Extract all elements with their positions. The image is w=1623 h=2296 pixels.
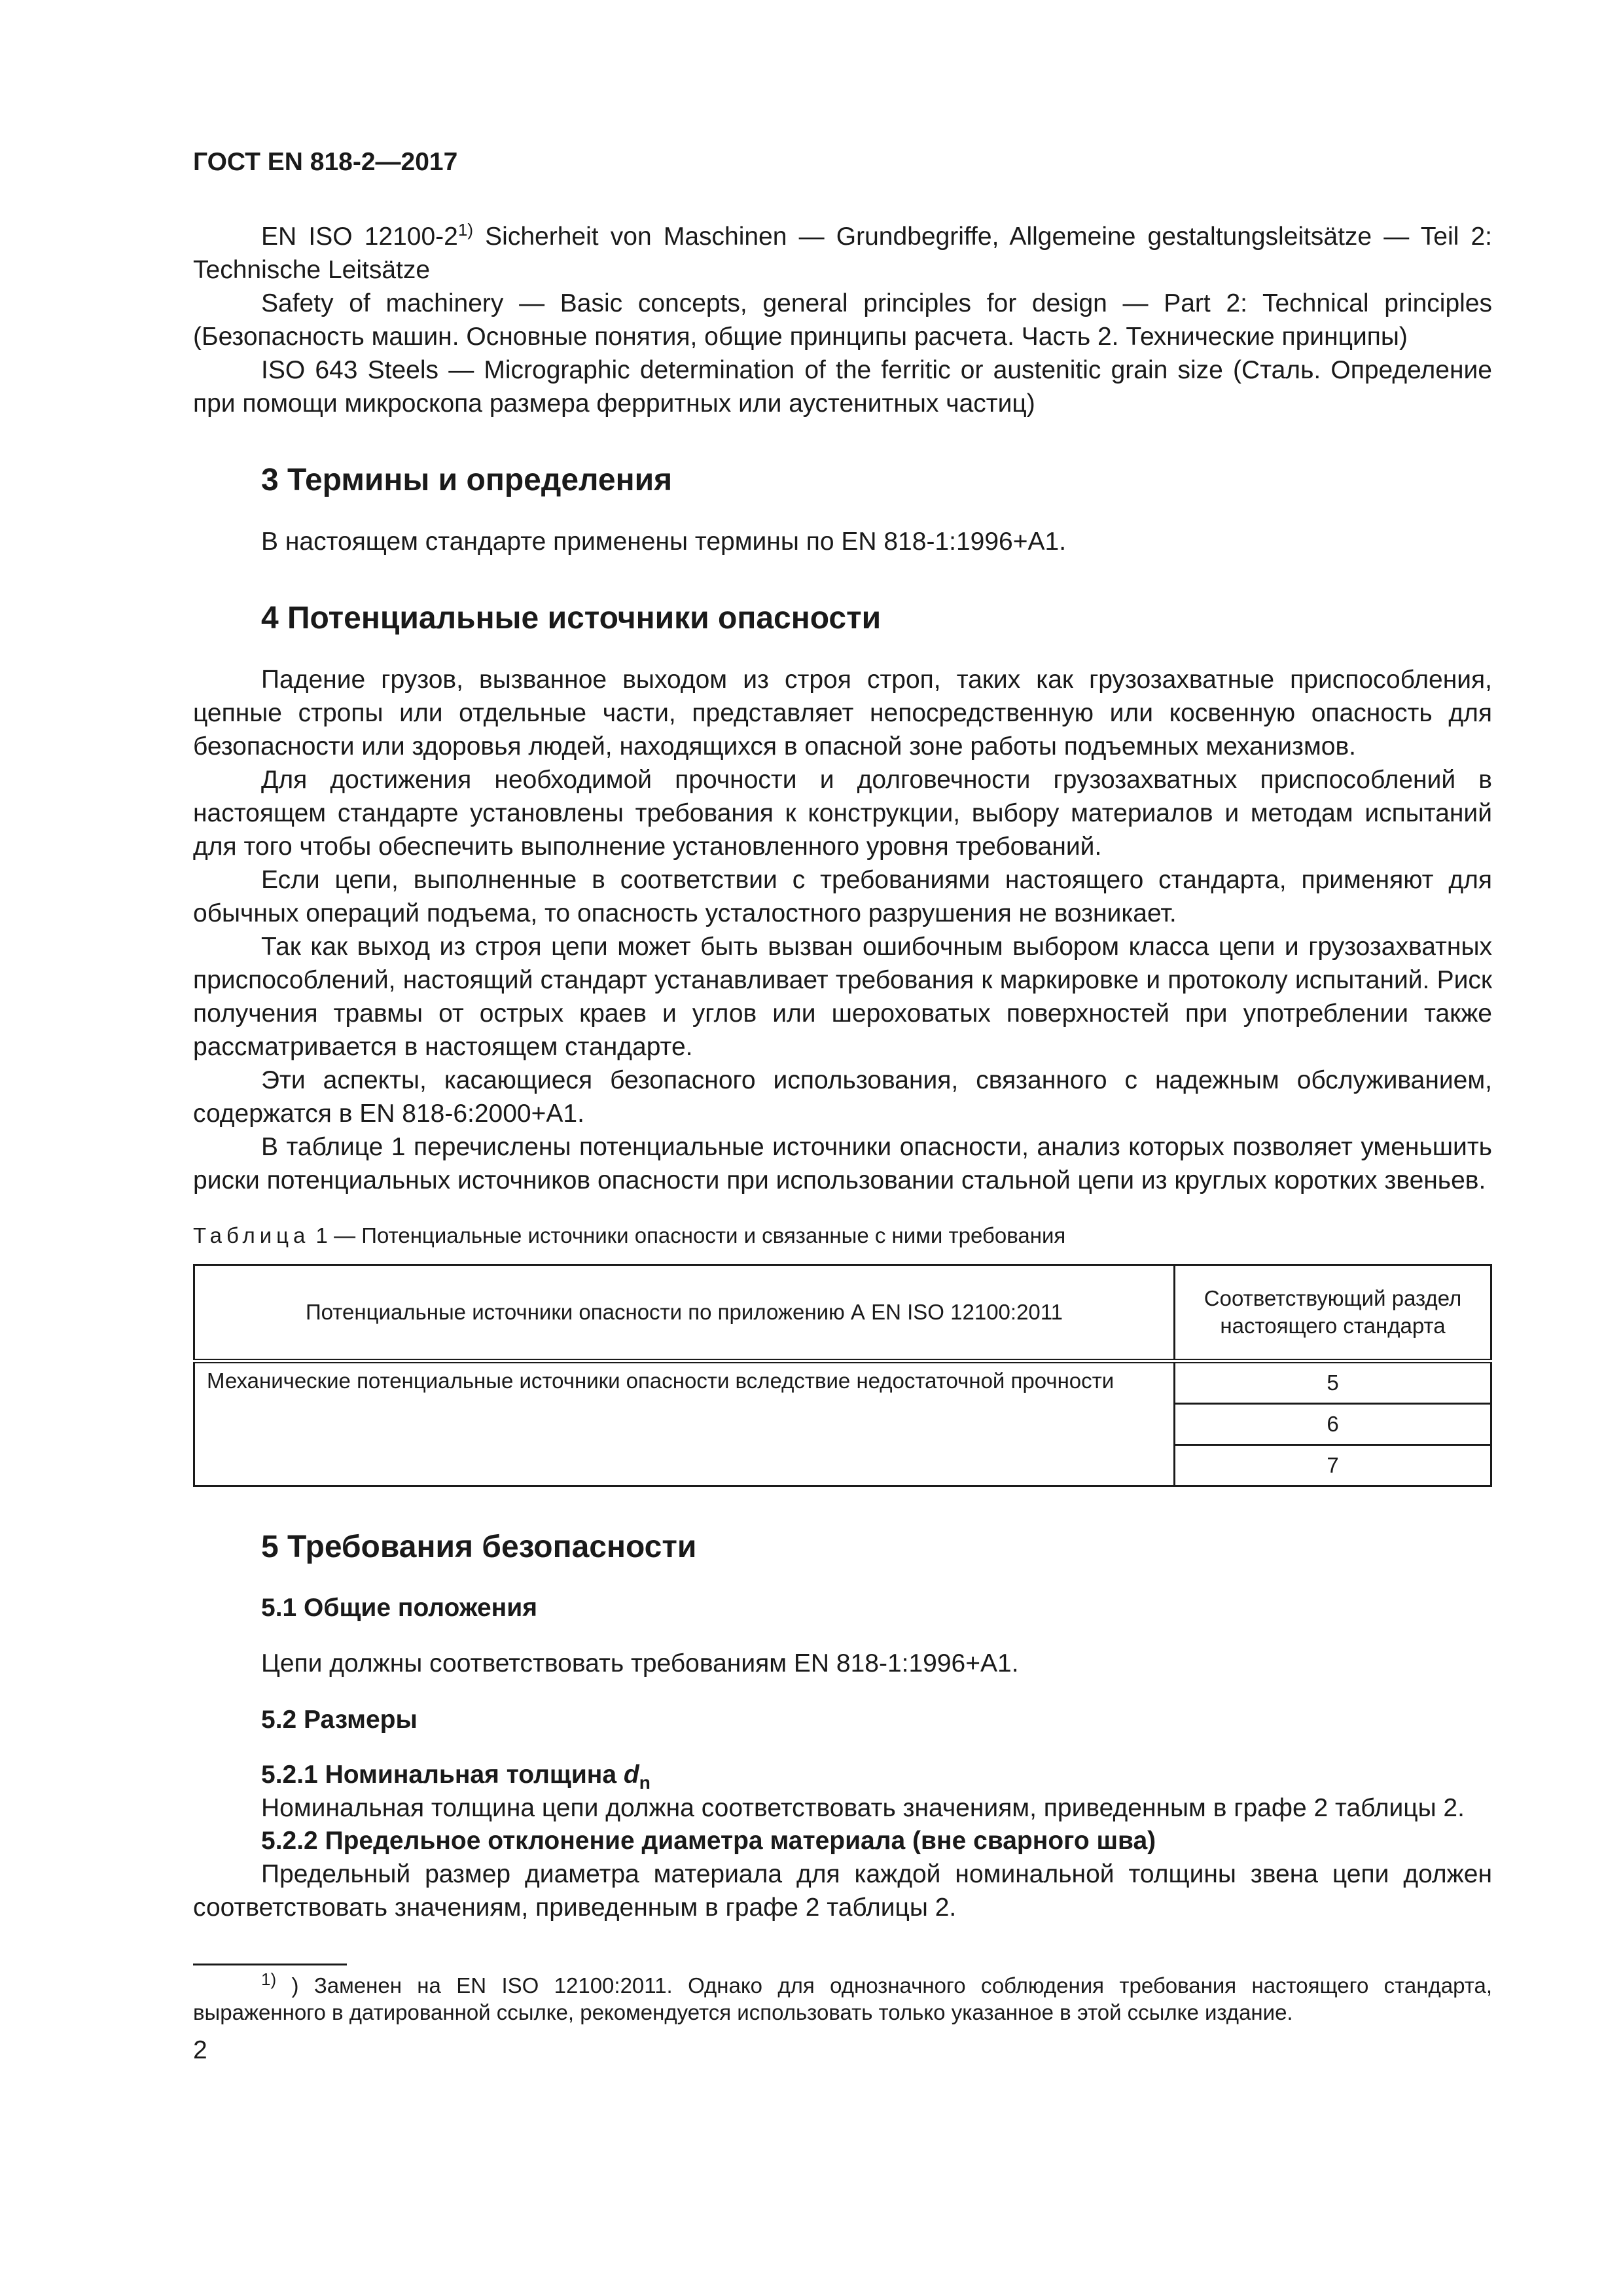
table-cell-section: 7 (1175, 1445, 1491, 1486)
table-1-caption (193, 1222, 1492, 1249)
reference-item (193, 220, 1492, 287)
section-4-paragraph: Если цепи, выполненные в соответствии с требованиями настоящего стандарта, применяют для обычных операций подъема, то опасность усталостного разрушения не возникает. (193, 866, 1492, 927)
table-cell-section: 6 (1175, 1404, 1491, 1445)
section-5-2-2-title: 5.2.2 Предельное отклонение диаметра материала (вне сварного шва) (261, 1827, 1156, 1855)
table-cell-hazard: Механические потенциальные источники опасности вследствие недостаточной прочности (194, 1361, 1175, 1486)
section-4-paragraph: Для достижения необходимой прочности и долговечности грузозахватных приспособлений в настоящем стандарте установлены требования к конструкции, выбору материалов и методам испытаний для того чтобы обеспечить выполнение установленного уровня требований. (193, 766, 1492, 861)
reference-item: Safety of machinery — Basic concepts, general principles for design — Part 2: Technical principles (Безопасность машин. Основные понятия, общие принципы расчета. Часть 2. Технические принципы) (193, 289, 1492, 351)
section-5-2-1-title (261, 1759, 1492, 1791)
document-code: ГОСТ EN 818-2—2017 (193, 148, 458, 176)
footnote-divider (193, 1964, 347, 1965)
variable-subscript: n (639, 1772, 651, 1793)
reference-item: ISO 643 Steels — Micrographic determination of the ferritic or austenitic grain size (Сталь. Определение при помощи микроскопа размера ферритных или аустенитных частиц) (193, 356, 1492, 418)
footnote-reference[interactable]: 1) (457, 220, 473, 240)
section-4-title: 4 Потенциальные источники опасности (261, 601, 882, 636)
footnote (193, 1969, 1492, 2026)
table-caption-label: Таблица (193, 1223, 310, 1247)
section-5-1-title: 5.1 Общие положения (261, 1594, 537, 1622)
section-4-paragraph: Так как выход из строя цепи может быть вызван ошибочным выбором класса цепи и грузозахватных приспособлений, настоящий стандарт устанавливает требования к маркировке и протоколу испытаний. Риск получения травмы от острых краев и углов или шероховатых поверхностей при употреблении также рассматривается в настоящем стандарте. (193, 933, 1492, 1061)
reference-code: EN ISO 12100-2 (261, 223, 458, 251)
section-4-paragraph: Эти аспекты, касающиеся безопасного использования, связанного с надежным обслуживанием, содержатся в EN 818-6:2000+A1. (193, 1066, 1492, 1128)
section-3-title: 3 Термины и определения (261, 463, 673, 497)
table-caption-text: 1 — Потенциальные источники опасности и связанные с ними требования (310, 1223, 1066, 1247)
section-5-2-2-text: Предельный размер диаметра материала для каждой номинальной толщины звена цепи должен соответствовать значениям, приведенным в графе 2 таблицы 2. (193, 1860, 1492, 1922)
section-3-text: В настоящем стандарте применены термины по EN 818-1:1996+A1. (261, 528, 1067, 556)
table-cell-section: 5 (1175, 1361, 1491, 1404)
table-header-hazards: Потенциальные источники опасности по приложению А EN ISO 12100:2011 (194, 1265, 1175, 1361)
table-header-section: Соответствующий раздел настоящего стандарта (1175, 1265, 1491, 1361)
section-5-2-1-text: Номинальная толщина цепи должна соответствовать значениям, приведенным в графе 2 таблицы 2. (261, 1794, 1465, 1822)
reference-title: Sicherheit von Maschinen — Grundbegriffe, Allgemeine gestaltungsleitsätze — Teil 2: Technische Leitsätze (193, 223, 1492, 284)
section-4-paragraph: В таблице 1 перечислены потенциальные источники опасности, анализ которых позволяет уменьшить риски потенциальных источников опасности при использовании стальной цепи из круглых коротких звеньев. (193, 1133, 1492, 1194)
variable-d: d (623, 1761, 639, 1789)
table-row (194, 1361, 1491, 1404)
page-number: 2 (193, 2036, 207, 2064)
section-5-2-1-label: 5.2.1 Номинальная толщина (261, 1761, 624, 1789)
footnote-mark: 1) (261, 1969, 277, 1989)
section-5-2-title: 5.2 Размеры (261, 1706, 418, 1734)
section-4-paragraph: Падение грузов, вызванное выходом из строя строп, таких как грузозахватные приспособления, цепные стропы или отдельные части, представляет непосредственную или косвенную опасность для безопасности или здоровья людей, находящихся в опасной зоне работы подъемных механизмов. (193, 666, 1492, 761)
section-5-title: 5 Требования безопасности (261, 1530, 697, 1564)
hazards-table (193, 1264, 1492, 1487)
footnote-text: ) Заменен на EN ISO 12100:2011. Однако для однозначного соблюдения требования настоящего стандарта, выраженного в датированной ссылке, рекомендуется использовать только указанное в этой ссылке издание. (193, 1973, 1492, 2024)
section-5-1-text: Цепи должны соответствовать требованиям EN 818-1:1996+A1. (261, 1649, 1019, 1677)
